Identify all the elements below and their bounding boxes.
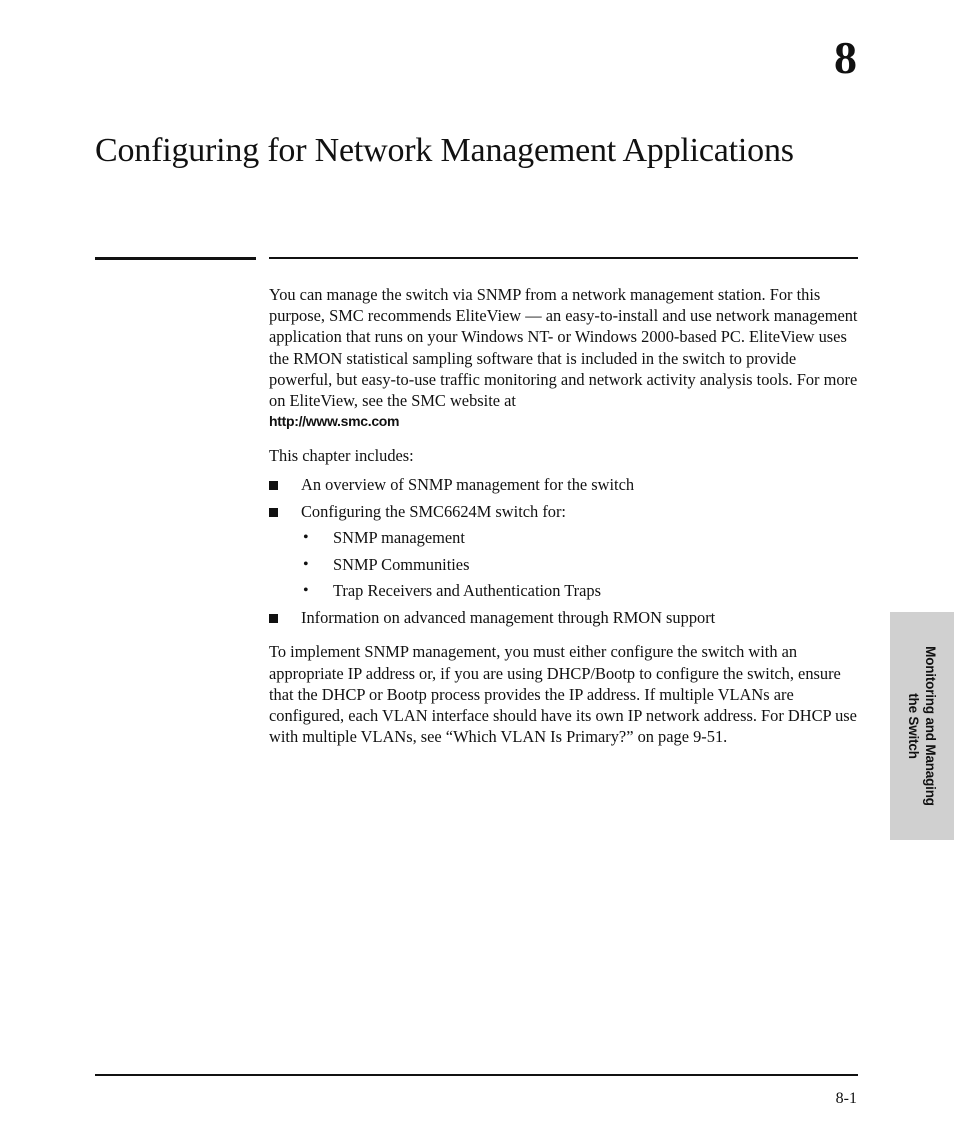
round-bullet-icon: •: [303, 582, 309, 600]
intro-paragraph: You can manage the switch via SNMP from a network management station. For this purpose, SMC recommends EliteView — an easy-to-install and use network management application that runs on your Windows NT- or Windows 2000-based PC. EliteView uses the RMON statistical sampling software that is included in the switch to provide powerful, but easy-to-use traffic monitoring and network activity analysis tools. For more on EliteView, see the SMC website at: [269, 285, 858, 411]
chapter-contents-list: [269, 472, 859, 631]
website-link[interactable]: http://www.smc.com: [269, 413, 400, 430]
sub-list-item: [301, 578, 859, 605]
header-rule-right: [269, 257, 858, 259]
list-item-text: An overview of SNMP management for the switch: [301, 475, 635, 495]
sub-list-item: [301, 525, 859, 552]
sub-list-item-text: SNMP management: [333, 528, 465, 548]
includes-label: This chapter includes:: [269, 446, 414, 466]
round-bullet-icon: •: [303, 555, 309, 573]
section-tab-label: [905, 626, 939, 826]
chapter-number: 8: [834, 32, 857, 83]
list-item: [269, 605, 859, 632]
chapter-body: [269, 284, 859, 747]
footer-rule: [95, 1074, 858, 1076]
chapter-title: Configuring for Network Management Applications: [95, 132, 794, 169]
sub-list-item: [301, 552, 859, 579]
square-bullet-icon: [269, 481, 278, 490]
closing-paragraph: To implement SNMP management, you must either configure the switch with an appropriate IP address or, if you are using DHCP/Bootp to configure the switch, ensure that the DHCP or Bootp process provides the IP address. If multiple VLANs are configured, each VLAN interface should have its own IP network address. For DHCP use with multiple VLANs, see “Which VLAN Is Primary?” on page 9-51.: [269, 642, 857, 747]
list-item: [269, 472, 859, 499]
section-thumb-tab: [890, 612, 954, 840]
sub-list: [301, 525, 859, 605]
page-number: 8-1: [835, 1090, 857, 1107]
list-item: [269, 499, 859, 605]
section-tab-line1: Monitoring and Managing: [923, 646, 938, 806]
list-item-text: Information on advanced management through RMON support: [301, 607, 716, 627]
sub-list-item-text: Trap Receivers and Authentication Traps: [333, 581, 601, 601]
square-bullet-icon: [269, 508, 278, 517]
square-bullet-icon: [269, 614, 278, 623]
sub-list-item-text: SNMP Communities: [333, 554, 470, 574]
header-rule-left: [95, 257, 256, 260]
section-tab-line2: the Switch: [906, 693, 921, 759]
round-bullet-icon: •: [303, 529, 309, 547]
list-item-text: Configuring the SMC6624M switch for:: [301, 501, 566, 521]
